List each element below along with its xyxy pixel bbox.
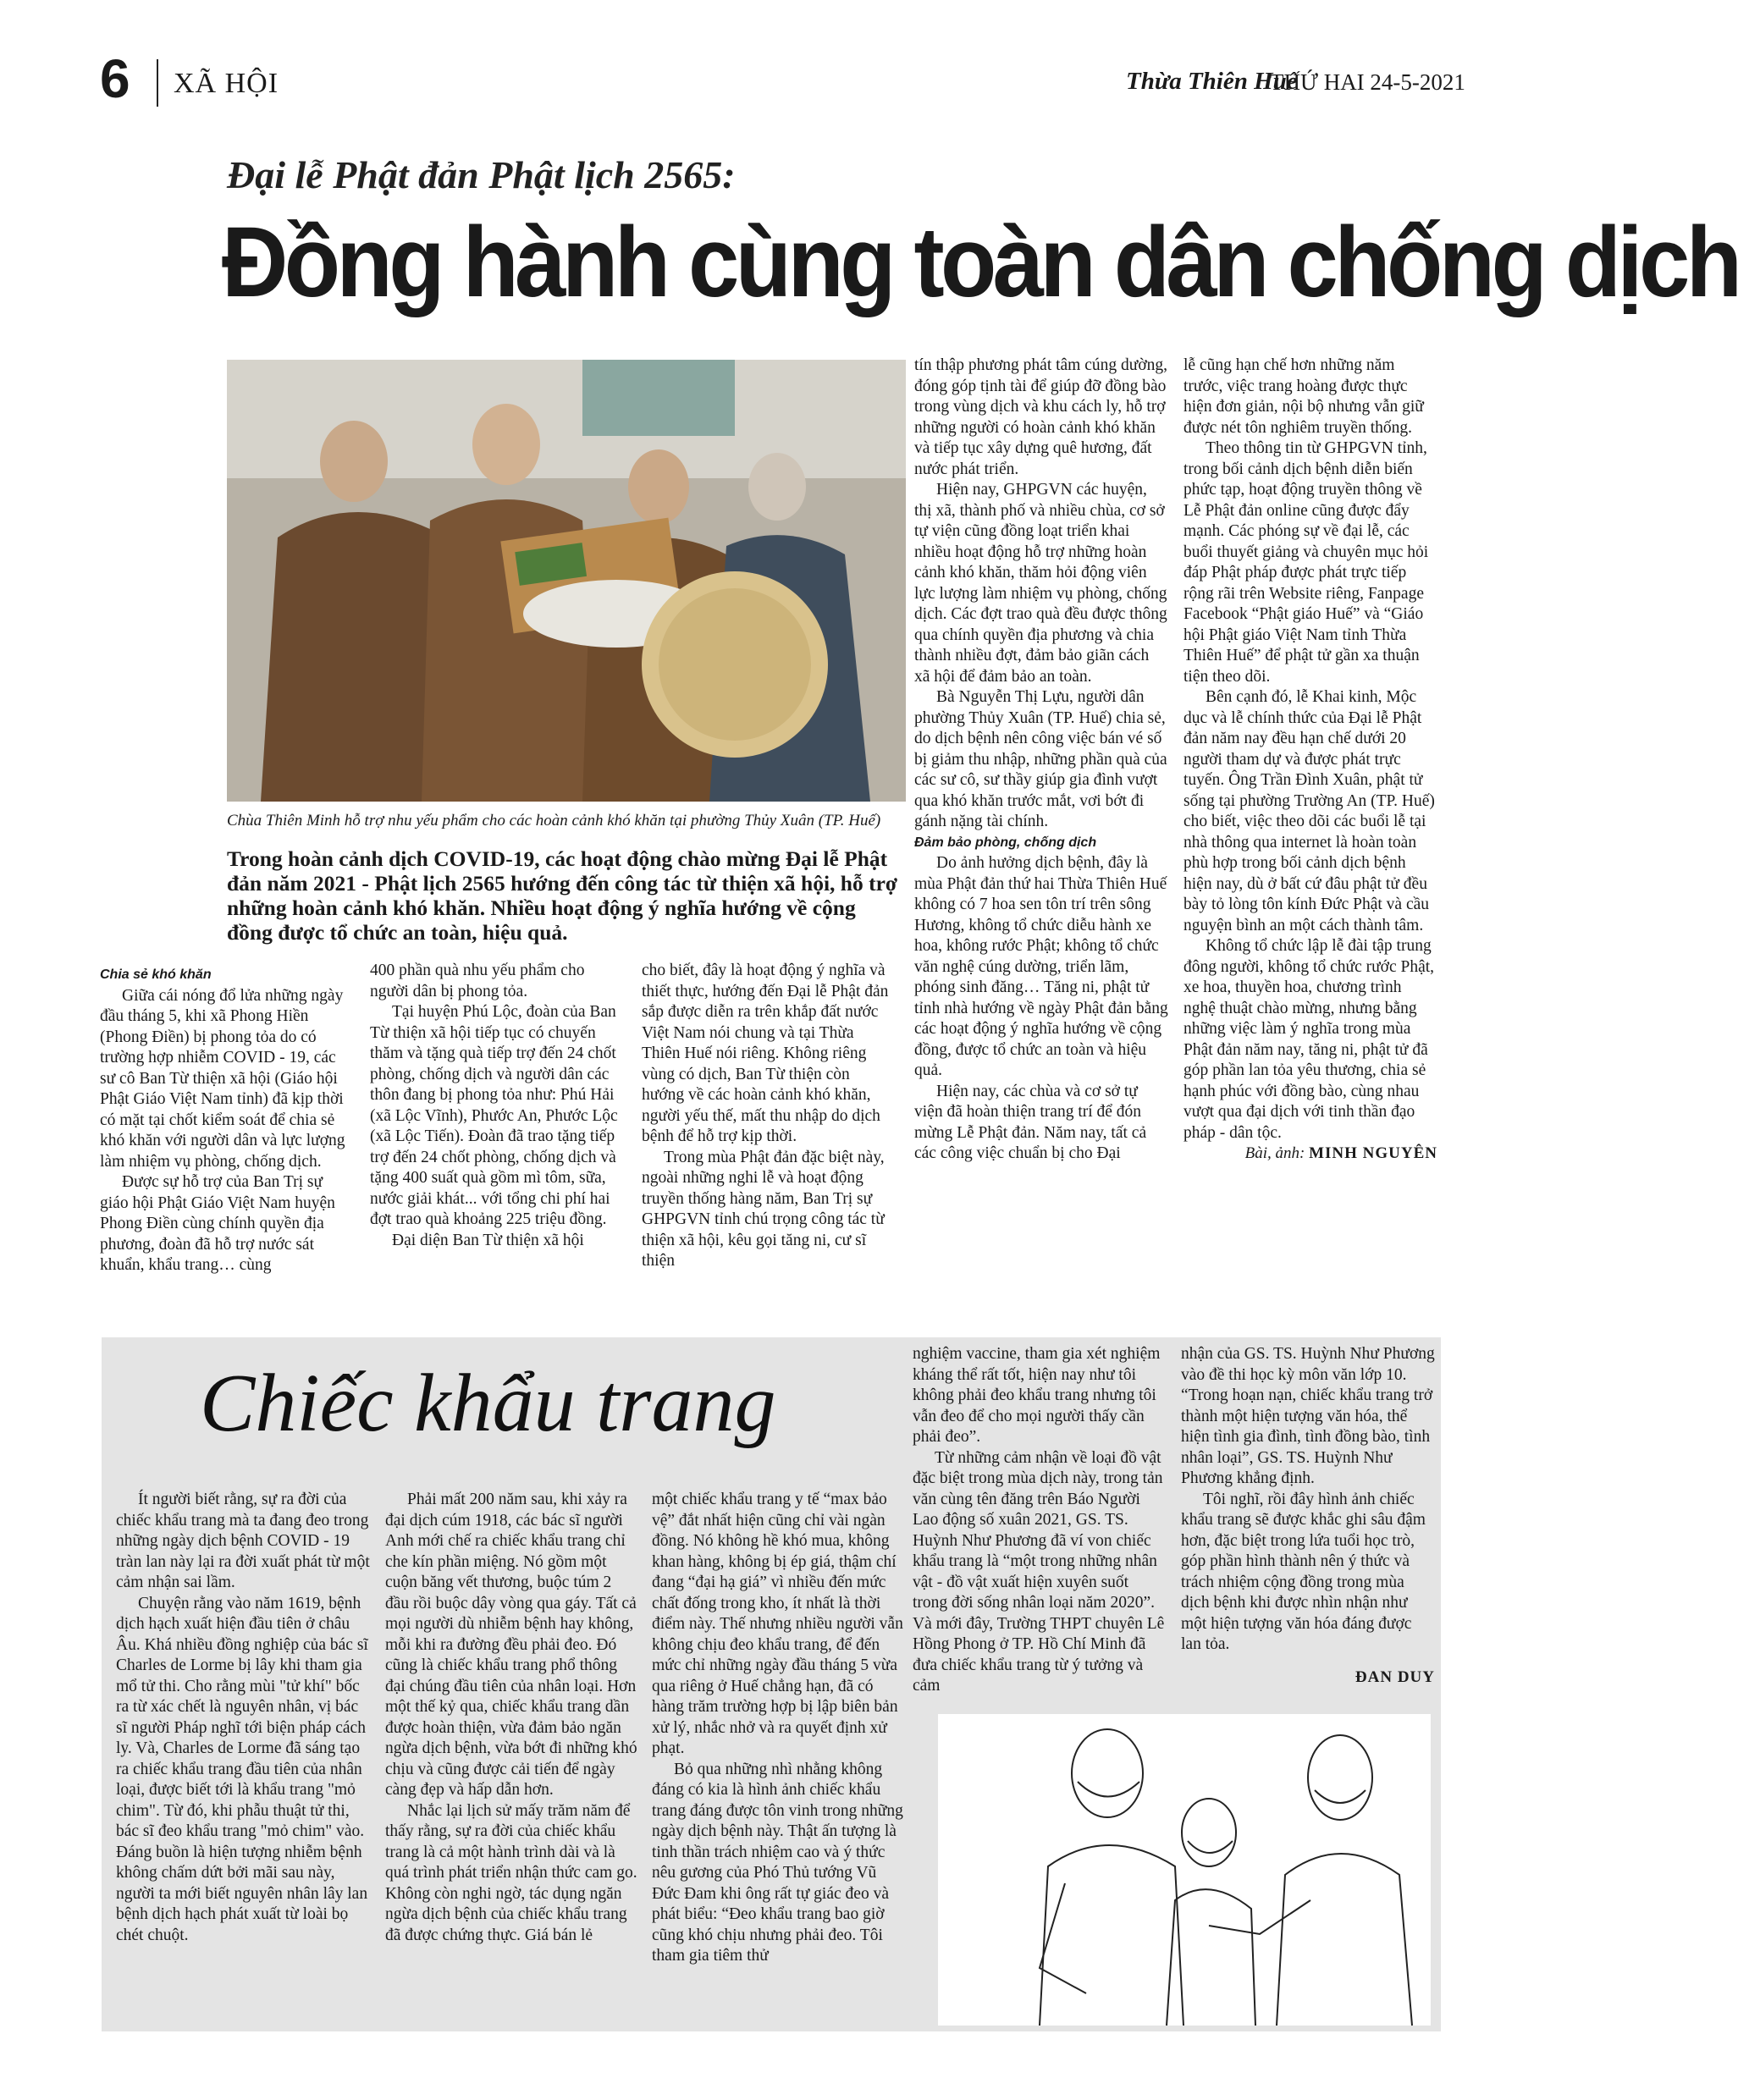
paragraph: Trong mùa Phật đản đặc biệt này, ngoài những nghi lễ và hoạt động truyền thống hàng năm, Ban Trị sự GHPGVN tỉnh chú trọng công tác từ thiện xã hội, kêu gọi tăng ni, cư sĩ thiện xyxy=(642,1148,885,1270)
paragraph: Ít người biết rằng, sự ra đời của chiếc khẩu trang mà ta đang đeo trong những ngày dịch bệnh COVID - 19 tràn lan này lại ra đời xuất phát từ một cảm nhận sai lầm. xyxy=(116,1491,370,1591)
article-sapo: Trong hoàn cảnh dịch COVID-19, các hoạt động chào mừng Đại lễ Phật đản năm 2021 - Phật lịch 2565 hướng đến công tác từ thiện xã hội, hỗ trợ những hoàn cảnh khó khăn. Nhiều hoạt động ý nghĩa hướng về cộng đồng được tổ chức an toàn, hiệu quả. xyxy=(227,846,898,945)
article-headline: Đồng hành cùng toàn dân chống dịch xyxy=(222,207,1738,318)
article-kicker: Đại lễ Phật đản Phật lịch 2565: xyxy=(227,153,736,196)
paragraph: Giữa cái nóng đổ lửa những ngày đầu tháng 5, khi xã Phong Hiền (Phong Điền) bị phong tỏa do có trường hợp nhiễm COVID - 19, các sư cô Ban Từ thiện xã hội (Giáo hội Phật Giáo Việt Nam tỉnh) đã kịp thời có mặt tại chốt kiểm soát để chia sẻ khó khăn với người dân và lực lượng làm nhiệm vụ phòng, chống dịch. xyxy=(100,986,345,1171)
header-divider xyxy=(157,59,158,107)
essay-author: ĐAN DUY xyxy=(1355,1667,1435,1686)
paragraph: lễ cũng hạn chế hơn những năm trước, việc trang hoàng được thực hiện đơn giản, nội bộ nhưng vẫn giữ được nét tôn nghiêm truyền thống. xyxy=(1183,356,1424,437)
paragraph: Bà Nguyễn Thị Lựu, người dân phường Thủy Xuân (TP. Huế) chia sẻ, do dịch bệnh nên công việc bán vé số bị giảm thu nhập, những phần quà của các sư cô, sư thầy giúp gia đình vượt qua khó khăn trước mắt, vơi bớt đi gánh nặng tài chính. xyxy=(914,688,1167,830)
paragraph: 400 phần quà nhu yếu phẩm cho người dân bị phong tỏa. xyxy=(370,962,585,1000)
paragraph: Không tổ chức lập lễ đài tập trung đông người, không tổ chức rước Phật, xe hoa, thuyền hoa, chương trình nghệ thuật chào mừng, nhưng bằng những việc làm ý nghĩa trong mùa Phật đản năm nay, tăng ni, phật tử đã góp phần lan tỏa yêu thương, chia sẻ hạnh phúc với đồng bào, cùng nhau vượt qua đại dịch với tinh thần đạo pháp - dân tộc. xyxy=(1183,937,1435,1142)
paragraph: Theo thông tin từ GHPGVN tỉnh, trong bối cảnh dịch bệnh diễn biến phức tạp, hoạt động truyền thông về Lễ Phật đản online cũng được đẩy mạnh. Các phóng sự về đại lễ, các buổi thuyết giảng và chuyên mục hỏi đáp Phật pháp được phát trực tiếp rộng rãi trên Website riêng, Fanpage Facebook “Phật giáo Huế” và “Giáo hội Phật giáo Việt Nam tỉnh Thừa Thiên Huế” để phật tử gần xa thuận tiện theo dõi. xyxy=(1183,439,1429,686)
essay-title: Chiếc khẩu trang xyxy=(200,1358,776,1449)
essay-column-3 xyxy=(652,1490,906,1967)
paragraph: Từ những cảm nhận về loại đồ vật đặc biệt trong mùa dịch này, trong tản văn cùng tên đăng trên Báo Người Lao động số xuân 2021, GS. TS. Huỳnh Như Phương đã ví von chiếc khẩu trang là “một trong những nhân vật - đồ vật xuất hiện xuyên suốt trong đời sống nhân loại năm 2020”. Và mới đây, Trường THPT chuyên Lê Hồng Phong ở TP. Hồ Chí Minh đã đưa chiếc khẩu trang từ ý tưởng và cảm xyxy=(913,1448,1165,1695)
paragraph: Tại huyện Phú Lộc, đoàn của Ban Từ thiện xã hội tiếp tục có chuyến thăm và tặng quà tiếp trợ đến 24 chốt phòng, chống dịch và người dân các thôn đang bị phong tỏa như: Phú Hải (xã Lộc Vĩnh), Phước An, Phước Lộc (xã Lộc Tiến). Đoàn đã trao tặng tiếp trợ đến 24 chốt phòng, chống dịch và tặng 400 suất quà gồm mì tôm, sữa, nước giải khát... với tổng chi phí hai đợt trao quà khoảng 225 triệu đồng. xyxy=(370,1003,618,1228)
article1-column-5 xyxy=(1183,356,1437,1165)
paragraph: tín thập phương phát tâm cúng dường, đóng góp tịnh tài để giúp đỡ đồng bào trong vùng dịch và khu cách ly, hỗ trợ những người có hoàn cảnh khó khăn và tiếp tục xây dựng quê hương, đất nước phát triển. xyxy=(914,356,1168,478)
paragraph: Tôi nghĩ, rồi đây hình ảnh chiếc khẩu trang sẽ được khắc ghi sâu đậm hơn, đặc biệt trong lứa tuổi học trò, góp phần hình thành nên ý thức và trách nhiệm cộng đồng trong mùa dịch bệnh khi được nhìn nhận như một hiện tượng văn hóa đáng được lan tỏa. xyxy=(1181,1490,1426,1653)
essay-column-5 xyxy=(1181,1344,1435,1688)
article1-column-4 xyxy=(914,356,1168,1165)
paragraph: Đại diện Ban Từ thiện xã hội xyxy=(392,1231,584,1249)
illustration-drawing xyxy=(938,1714,1431,2026)
article1-column-2 xyxy=(370,961,624,1251)
paragraph: Chuyện rằng vào năm 1619, bệnh dịch hạch xuất hiện đầu tiên ở châu Âu. Khá nhiều đồng nghiệp của bác sĩ Charles de Lorme bị lây khi tham gia mổ tử thi. Cho rằng mùi "tử khí" bốc ra từ xác chết là nguyên nhân, vị bác sĩ người Pháp nghĩ tới biện pháp cách ly. Và, Charles de Lorme đã sáng tạo ra chiếc khẩu trang đầu tiên của nhân loại, được biết tới là khẩu trang "mỏ chim". Từ đó, khi phẫu thuật tử thi, bác sĩ đeo khẩu trang "mỏ chim" vào. Đáng buồn là hiện tượng nhiễm bệnh không chấm dứt bởi mãi sau này, người ta mới biết nguyên nhân lây lan bệnh dịch hạch phát xuất từ loài bọ chét chuột. xyxy=(116,1594,368,1944)
article-photo xyxy=(227,360,906,802)
byline-author: MINH NGUYÊN xyxy=(1309,1144,1437,1162)
subhead: Đảm bảo phòng, chống dịch xyxy=(914,835,1097,850)
essay-column-1 xyxy=(116,1490,370,1946)
paragraph: Nhắc lại lịch sử mấy trăm năm để thấy rằng, sự ra đời của chiếc khẩu trang là cả một hành trình dài và là quá trình phát triển nhận thức cam go. Không còn nghi ngờ, tác dụng ngăn ngừa dịch bệnh của chiếc khẩu trang đã được chứng thực. Giá bán lẻ xyxy=(385,1801,637,1944)
essay-column-2 xyxy=(385,1490,639,1946)
issue-date: THỨ HAI 24-5-2021 xyxy=(1270,69,1465,95)
photo-caption: Chùa Thiên Minh hỗ trợ nhu yếu phẩm cho các hoàn cảnh khó khăn tại phường Thủy Xuân (TP. Huế) xyxy=(227,812,881,830)
page-number: 6 xyxy=(100,48,130,109)
article1-column-1 xyxy=(100,965,354,1276)
mask-illustration xyxy=(938,1714,1431,2026)
photo-illustration xyxy=(227,360,906,802)
article1-column-3 xyxy=(642,961,896,1272)
subhead: Chia sẻ khó khăn xyxy=(100,967,212,982)
byline-label: Bài, ảnh: xyxy=(1244,1144,1305,1162)
paragraph: Do ảnh hưởng dịch bệnh, đây là mùa Phật đản thứ hai Thừa Thiên Huế không có 7 hoa sen tôn trí trên sông Hương, không tổ chức diễu hành xe hoa, không rước Phật; không tổ chức văn nghệ cúng dường, triển lãm, phóng sinh đăng… Tăng ni, phật tử tỉnh nhà hướng về ngày Phật đản bằng các hoạt động ý nghĩa hướng về cộng đồng, được tổ chức an toàn và hiệu quả. xyxy=(914,854,1168,1079)
byline xyxy=(1183,1144,1437,1165)
paragraph: Được sự hỗ trợ của Ban Trị sự giáo hội Phật Giáo Việt Nam huyện Phong Điền cùng chính quyền địa phương, đoàn đã hỗ trợ nước sát khuẩn, khẩu trang… cùng xyxy=(100,1173,335,1274)
section-name: XÃ HỘI xyxy=(174,68,279,99)
paragraph: Hiện nay, GHPGVN các huyện, thị xã, thành phố và nhiều chùa, cơ sở tự viện cũng đồng loạt triển khai nhiều hoạt động hỗ trợ những hoàn cảnh khó khăn, thăm hỏi động viên lực lượng làm nhiệm vụ phòng, chống dịch. Các đợt trao quà đều được thông qua chính quyền địa phương và chia thành nhiều đợt, đảm bảo giãn cách xã hội để đảm bảo an toàn. xyxy=(914,481,1167,686)
paragraph: nghiệm vaccine, tham gia xét nghiệm kháng thể rất tốt, hiện nay như tôi không phải đeo khẩu trang nhưng tôi vẫn đeo để cho mọi người thấy cần phải đeo”. xyxy=(913,1345,1161,1446)
paragraph: Bỏ qua những nhì nhằng không đáng có kia là hình ảnh chiếc khẩu trang đáng được tôn vinh trong những ngày dịch bệnh này. Thật ấn tượng là tinh thần trách nhiệm cao và ý thức nêu gương của Phó Thủ tướng Vũ Đức Đam khi ông rất tự giác đeo và phát biểu: “Đeo khẩu trang bao giờ cũng khó chịu nhưng phải đeo. Tôi tham gia tiêm thử xyxy=(652,1760,903,1965)
paragraph: Bên cạnh đó, lễ Khai kinh, Mộc dục và lễ chính thức của Đại lễ Phật đản năm nay đều hạn chế dưới 20 người tham dự và được phát trực tuyến. Ông Trần Đình Xuân, phật tử sống tại phường Trường An (TP. Huế) cho biết, việc theo dõi các buổi lễ tại nhà thông qua internet là hoàn toàn phù hợp trong bối cảnh dịch bệnh hiện nay, dù ở bất cứ đâu phật tử đều bày tỏ lòng tôn kính Đức Phật và cầu nguyện bình an một cách thành tâm. xyxy=(1183,688,1435,934)
paper-name: Thừa Thiên Huế xyxy=(1126,68,1298,95)
paragraph: Hiện nay, các chùa và cơ sở tự viện đã hoàn thiện trang trí để đón mừng Lễ Phật đản. Năm nay, tất cả các công việc chuẩn bị cho Đại xyxy=(914,1082,1147,1162)
paragraph: một chiếc khẩu trang y tế “max bảo vệ” đắt nhất hiện cũng chỉ vài ngàn đồng. Nó không hề khó mua, không khan hàng, không bị ép giá, thậm chí đang “đại hạ giá” vì nhiều đến mức chất đống trong kho, ít nhất là thời điểm này. Thế nhưng nhiều người vẫn không chịu đeo khẩu trang, để đến mức chỉ những ngày đầu tháng 5 vừa qua riêng ở Huế chẳng hạn, đã có hàng trăm trường hợp bị lập biên bản xử lý, nhắc nhở và ra quyết định xử phạt. xyxy=(652,1491,903,1757)
paragraph: Phải mất 200 năm sau, khi xảy ra đại dịch cúm 1918, các bác sĩ người Anh mới chế ra chiếc khẩu trang chỉ che kín phần miệng. Nó gồm một cuộn băng vết thương, buộc túm 2 đầu rồi buộc dây vòng qua gáy. Tất cả mọi người dù nhiễm bệnh hay không, mỗi khi ra đường đều phải đeo. Đó cũng là chiếc khẩu trang phổ thông đại chúng đầu tiên của nhân loại. Hơn một thế kỷ qua, chiếc khẩu trang dần được hoàn thiện, vừa đảm bảo ngăn ngừa dịch bệnh, vừa bớt đi những khó chịu và cũng được cải tiến để ngày càng đẹp và hấp dẫn hơn. xyxy=(385,1491,637,1799)
paragraph: nhận của GS. TS. Huỳnh Như Phương vào đề thi học kỳ môn văn lớp 10. “Trong hoạn nạn, chiếc khẩu trang trở thành một hiện tượng văn hóa, thể hiện tình gia đình, tình đồng bào, tình nhân loại”, GS. TS. Huỳnh Như Phương khẳng định. xyxy=(1181,1345,1435,1487)
paragraph: cho biết, đây là hoạt động ý nghĩa và thiết thực, hướng đến Đại lễ Phật đản sắp được diễn ra trên khắp đất nước Việt Nam nói chung và tại Thừa Thiên Huế nói riêng. Không riêng vùng có dịch, Ban Từ thiện còn hướng về các hoàn cảnh khó khăn, người yếu thế, mất thu nhập do dịch bệnh để hỗ trợ kịp thời. xyxy=(642,962,889,1145)
essay-column-4 xyxy=(913,1344,1167,1697)
